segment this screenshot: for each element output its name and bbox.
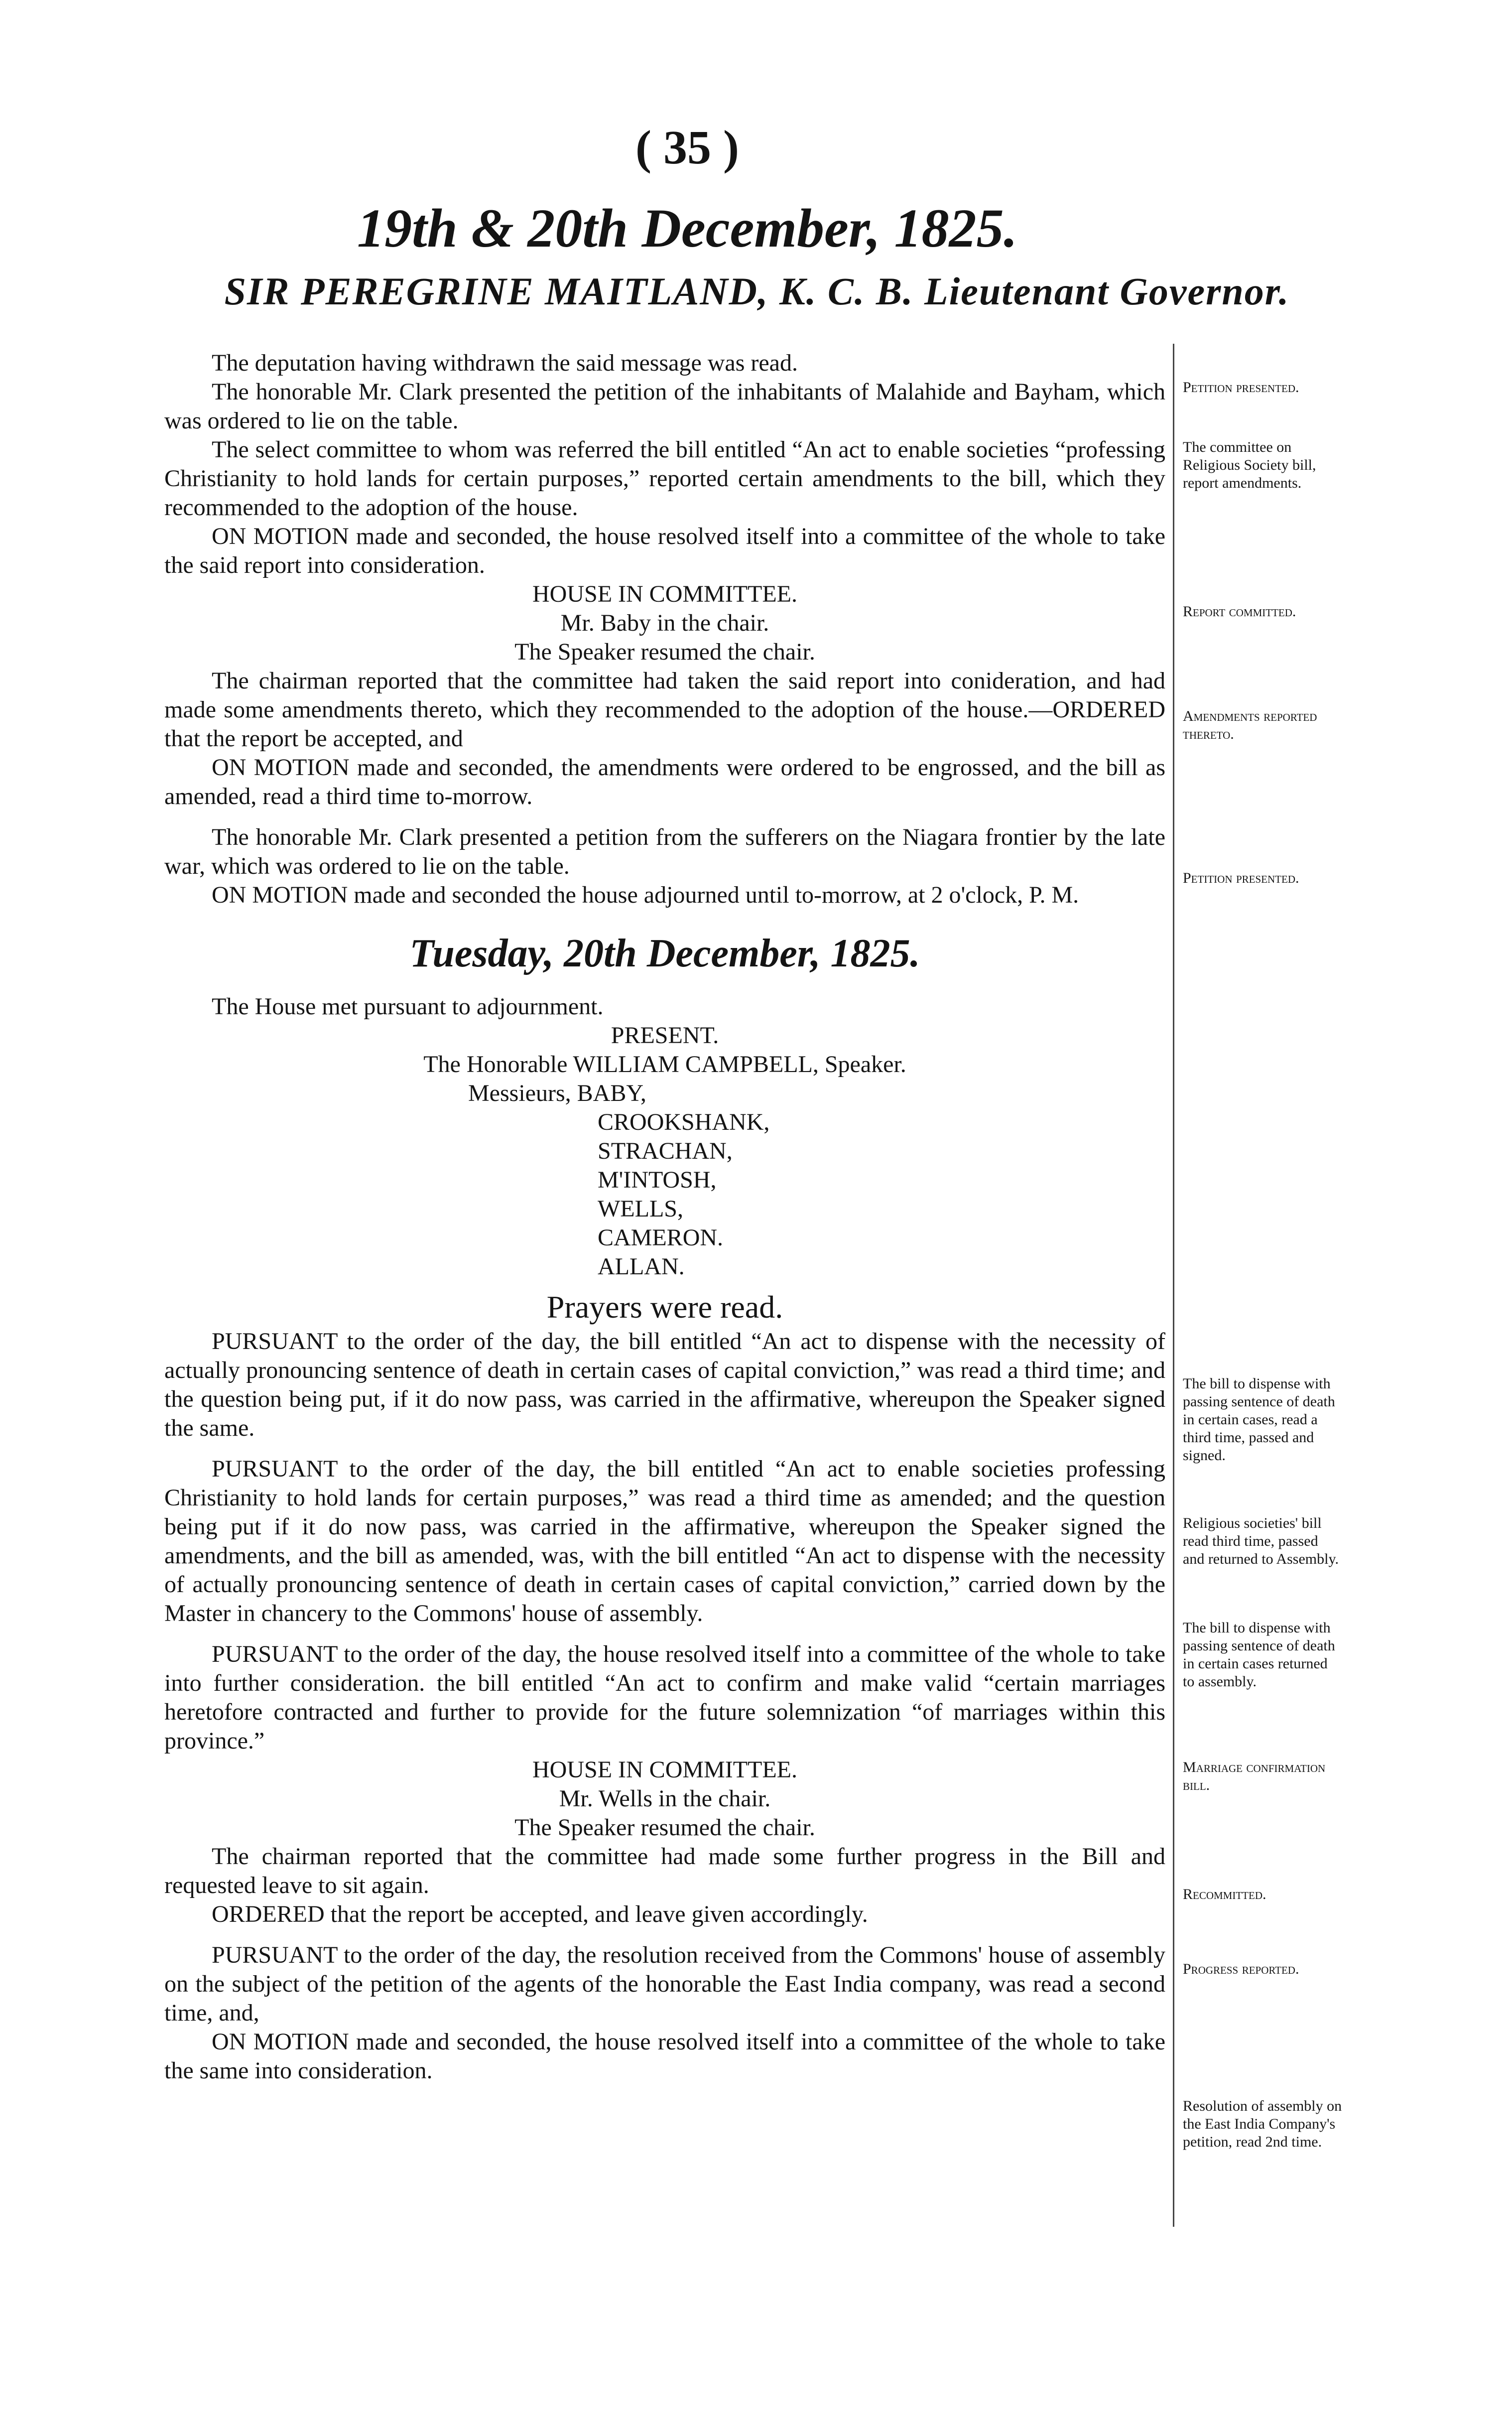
member-name: CROOKSHANK, — [598, 1109, 770, 1135]
paragraph: ON MOTION made and seconded, the house resolved itself into a committee of the whole to take the same into consideration. — [164, 2029, 1165, 2084]
member-name: CAMERON. — [598, 1224, 724, 1251]
committee-heading: HOUSE IN COMMITTEE. — [532, 581, 797, 607]
member-name: WELLS, — [598, 1196, 683, 1222]
margin-note: The bill to dispense with passing sentence of death in certain cases returned to assembly. — [1183, 1620, 1335, 1690]
margin-note: Resolution of assembly on the East India Company's petition, read 2nd time. — [1183, 2098, 1342, 2150]
margin-note: Religious societies' bill read third time, passed and returned to Assembly. — [1183, 1515, 1339, 1567]
speaker-line: The Honorable WILLIAM CAMPBELL, Speaker. — [423, 1051, 906, 1078]
page-number: ( 35 ) — [635, 121, 739, 174]
paragraph: PURSUANT to the order of the day, the house resolved itself into a committee of the whole to take into further consideration. the bill entitled “An act to confirm and make valid “certain marriages heretofore contracted and further to provide for the future solemnization “of marriages within this province.” — [164, 1641, 1165, 1754]
committee-heading: HOUSE IN COMMITTEE. — [532, 1757, 797, 1783]
paragraph: The House met pursuant to adjournment. — [212, 993, 604, 1020]
main-text — [164, 349, 1165, 2085]
paragraph: PURSUANT to the order of the day, the bill entitled “An act to dispense with the necessity of actually pronouncing sentence of death in certain cases of capital conviction,” was read a third time; and the question being put, if it do now pass, was carried in the affirmative, whereupon the Speaker signed the same. — [164, 1328, 1165, 1441]
paragraph: ON MOTION made and seconded, the amendments were ordered to be engrossed, and the bill as amended, read a third time to-morrow. — [164, 754, 1165, 810]
member-name: M'INTOSH, — [598, 1167, 717, 1193]
margin-note: Petition presented. — [1183, 870, 1299, 886]
date-heading: 19th & 20th December, 1825. — [357, 198, 1018, 259]
margin-note: The committee on Religious Society bill, report amendments. — [1183, 439, 1316, 491]
speaker-resumed: The Speaker resumed the chair. — [514, 639, 815, 665]
messieurs-line: Messieurs, BABY, — [468, 1080, 646, 1106]
paragraph: The select committee to whom was referred the bill entitled “An act to enable societies “professing Christianity to hold lands for certain purposes,” reported certain amendments to the bill, which they recommended to the adoption of the house. — [164, 436, 1165, 521]
margin-note: Report committed. — [1183, 603, 1296, 620]
paragraph: The deputation having withdrawn the said message was read. — [212, 350, 798, 376]
speaker-resumed: The Speaker resumed the chair. — [514, 1814, 815, 1841]
margin-note: Petition presented. — [1183, 379, 1299, 396]
governor-heading: SIR PEREGRINE MAITLAND, K. C. B. Lieutenant Governor. — [224, 270, 1290, 313]
prayers-line: Prayers were read. — [546, 1289, 783, 1325]
paragraph: ON MOTION made and seconded the house adjourned until to-morrow, at 2 o'clock, P. M. — [212, 882, 1079, 908]
paragraph: ON MOTION made and seconded, the house resolved itself into a committee of the whole to take the said report into consideration. — [164, 523, 1165, 578]
margin-note: Amendments reported thereto. — [1183, 708, 1317, 742]
margin-note: Marriage confirmation bill. — [1183, 1759, 1326, 1793]
margin-rule — [1173, 344, 1174, 2227]
chair-line: Mr. Wells in the chair. — [559, 1785, 771, 1812]
member-name: STRACHAN, — [598, 1138, 733, 1164]
margin-note: Progress reported. — [1183, 1961, 1299, 1977]
paragraph: ORDERED that the report be accepted, and leave given accordingly. — [212, 1901, 868, 1927]
paragraph: PURSUANT to the order of the day, the resolution received from the Commons' house of assembly on the subject of the petition of the agents of the honorable the East India company, was read a second time, and, — [164, 1942, 1165, 2026]
margin-note: The bill to dispense with passing sentence of death in certain cases, read a third time, passed and signed. — [1183, 1375, 1335, 1464]
paragraph: The chairman reported that the committee had made some further progress in the Bill and requested leave to sit again. — [164, 1843, 1165, 1898]
day-heading: Tuesday, 20th December, 1825. — [409, 932, 920, 975]
paragraph: The honorable Mr. Clark presented a petition from the sufferers on the Niagara frontier by the late war, which was ordered to lie on the table. — [164, 824, 1165, 879]
paragraph: The honorable Mr. Clark presented the petition of the inhabitants of Malahide and Bayham, which was ordered to lie on the table. — [164, 379, 1165, 434]
margin-note: Recommitted. — [1183, 1886, 1266, 1902]
paragraph: The chairman reported that the committee had taken the said report into conideration, and had made some amendments thereto, which they recommended to the adoption of the house.—ORDERED that the report be accepted, and — [164, 668, 1165, 752]
paragraph: PURSUANT to the order of the day, the bill entitled “An act to enable societies professing Christianity to hold lands for certain purposes,” was read a third time as amended; and the question being put if it do now pass, was carried in the affirmative, whereupon the Speaker signed the amendments, and the bill as amended, was, with the bill entitled “An act to dispense with the necessity of actually pronouncing sentence of death in certain cases of capital conviction,” carried down by the Master in chancery to the Commons' house of assembly. — [164, 1456, 1165, 1626]
member-name: ALLAN. — [598, 1253, 685, 1280]
present-heading: PRESENT. — [611, 1022, 719, 1049]
chair-line: Mr. Baby in the chair. — [560, 610, 769, 636]
